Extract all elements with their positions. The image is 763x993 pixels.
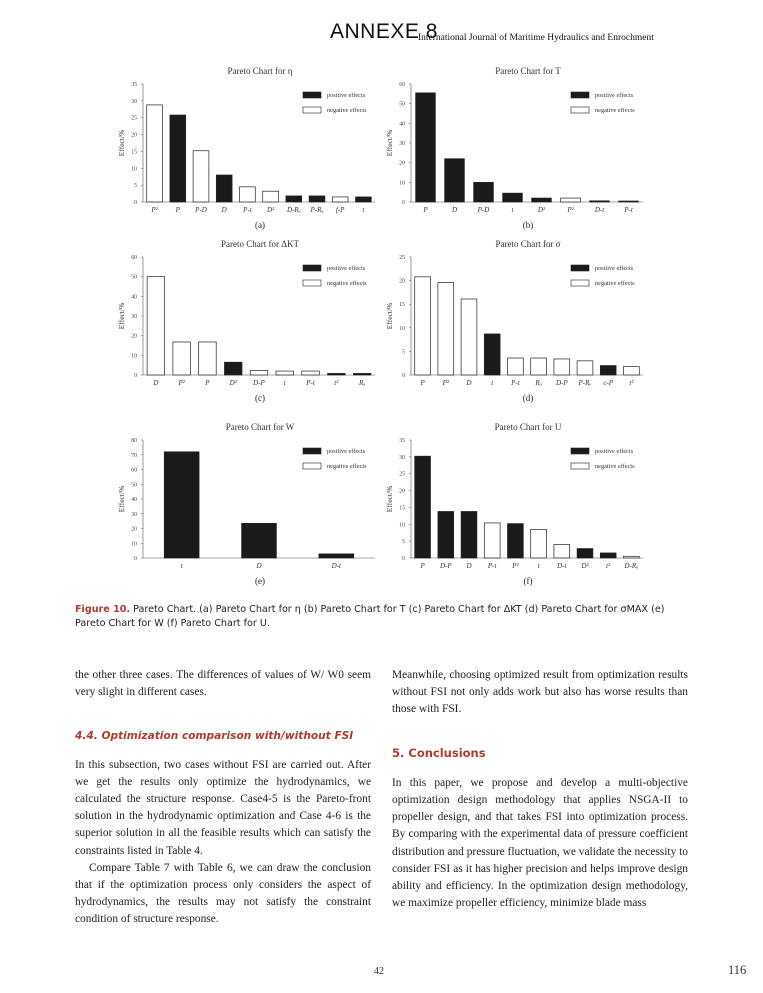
x-tick-label: D² [229,379,237,387]
y-tick-label: 30 [131,314,137,320]
x-tick-label: D² [581,562,589,570]
x-tick-label: t [537,562,540,570]
x-tick-label: t² [334,379,339,387]
bar [193,151,209,202]
legend-positive-label: positive effects [595,265,634,272]
legend-positive-label: positive effects [327,92,366,99]
y-axis-label: Effect/% [385,302,394,330]
right-paragraph-0: Meanwhile, choosing optimized result from optimization results without FSI not only adds work but also has worse results than those with FSI. [392,669,688,716]
bar [461,511,477,558]
legend-swatch-negative [303,280,321,286]
left-paragraph-0: the other three cases. The differences of values of W/ W0 seem very slight in different cases. [75,669,371,699]
y-tick-label: 80 [131,438,137,444]
x-tick-label: t [511,206,514,214]
y-tick-label: 0 [134,200,137,206]
y-axis-label: Effect/% [385,485,394,513]
section-heading-4-4: 4.4. Optimization comparison with/without FSI [75,730,354,743]
legend-negative-label: negative effects [327,463,367,470]
chart-title: Pareto Chart for W [225,422,295,432]
bar [147,105,163,202]
chart-svg [115,62,385,237]
bar [577,549,593,558]
x-tick-label: P [175,206,180,214]
bar [445,159,465,202]
bar [532,198,552,202]
journal-page-number: 42 [374,966,384,977]
y-tick-label: 5 [402,539,405,546]
bar [590,201,610,202]
x-tick-label: P [420,379,425,387]
x-tick-label: D-P [555,379,568,387]
x-tick-label: t [180,562,183,570]
x-tick-label: D [153,379,159,387]
x-tick-label: t [362,206,365,214]
y-tick-label: 25 [399,255,405,261]
y-tick-label: 10 [131,166,137,173]
bar [250,370,268,375]
x-tick-label: D-P [439,562,452,570]
bar [531,358,547,375]
legend-positive-label: positive effects [595,448,634,455]
bar [147,277,165,375]
y-tick-label: 10 [399,180,405,187]
bar [309,196,325,202]
x-tick-label: D² [537,206,546,214]
chart-sublabel: (b) [522,220,534,230]
y-tick-label: 60 [131,255,137,261]
bar [438,511,454,558]
chart-sublabel: (c) [255,393,265,403]
bar [328,373,346,375]
bar [356,197,372,202]
chart-title: Pareto Chart for ΔKT [220,239,300,249]
legend-swatch-negative [571,107,589,113]
bar [242,523,277,558]
section-heading-5: 5. Conclusions [392,745,486,760]
chart-svg [383,235,653,410]
legend-swatch-negative [571,280,589,286]
chart-title: Pareto Chart for T [495,66,561,76]
y-tick-label: 35 [131,82,137,88]
right-column [392,667,688,912]
y-tick-label: 10 [399,325,405,332]
bar [353,373,371,375]
y-tick-label: 5 [402,349,405,356]
y-tick-label: 20 [399,278,405,285]
x-tick-label: P² [567,206,574,214]
bar [503,193,523,202]
legend-swatch-positive [303,448,321,454]
bar [474,182,494,202]
bar [461,299,477,375]
y-tick-label: 25 [399,471,405,478]
x-tick-label: P [205,379,210,387]
chart-svg [115,418,385,593]
y-tick-label: 0 [402,373,405,379]
legend-swatch-negative [571,463,589,469]
x-tick-label: Rₐ [358,379,366,387]
bar [484,523,500,558]
y-tick-label: 0 [134,373,137,379]
bar [286,196,302,202]
caption-text: Pareto Chart. (a) Pareto Chart for η (b) Pareto Chart for T (c) Pareto Chart for ΔKT (d) Pareto Chart for σMAX (e) Pareto Chart for W (f) Pareto Chart for U. [75,604,665,629]
caption-label: Figure 10. [75,604,131,615]
x-tick-label: D [466,562,472,570]
chart-sublabel: (e) [255,576,265,586]
legend-swatch-positive [571,265,589,271]
y-tick-label: 10 [131,541,137,548]
bar [276,371,294,375]
x-tick-label: D-Rₐ [624,562,639,570]
x-tick-label: D-t [331,562,342,570]
legend-negative-label: negative effects [327,107,367,114]
y-tick-label: 70 [131,452,137,459]
bar [170,115,186,202]
journal-header: International Journal of Maritime Hydraulics and Enrochment [418,33,654,43]
y-tick-label: 0 [402,556,405,562]
y-tick-label: 60 [399,82,405,88]
bar [508,358,524,375]
y-tick-label: 20 [131,132,137,139]
x-tick-label: P² [512,562,519,570]
x-tick-label: P-D [195,206,207,214]
x-tick-label: P² [442,379,449,387]
chart-svg [383,62,653,237]
bar [508,524,524,558]
chart-c [115,235,385,410]
bar [484,334,500,375]
x-tick-label: P-Rₐ [578,379,592,387]
chart-title: Pareto Chart for U [494,422,562,432]
x-tick-label: P [420,562,425,570]
y-tick-label: 0 [134,556,137,562]
y-tick-label: 20 [131,526,137,533]
annexe-title: ANNEXE 8 [330,20,438,43]
x-tick-label: D-t [557,562,567,570]
y-tick-label: 30 [131,98,137,105]
x-tick-label: t [491,379,494,387]
legend-swatch-positive [571,448,589,454]
bar [415,456,431,558]
y-tick-label: 20 [131,333,137,340]
y-axis-label: Effect/% [117,302,126,330]
figure-caption [75,603,690,631]
y-tick-label: 5 [134,183,137,190]
x-tick-label: P-t [243,206,252,214]
right-paragraph-1: In this paper, we propose and develop a multi-objective optimization design methodology that applies NSGA-II to propeller design, and that takes FSI into optimization process. By comparing with the experimental data of pressure coefficient distribution and pressure fluctuation, we validate the necessity to consider FSI as it has higher precision and helps improve design ability and efficiency. In the optimization design methodology, we maximize propeller efficiency, minimize blade mass [392,776,688,910]
y-tick-label: 10 [131,353,137,360]
bar [164,452,199,558]
x-tick-label: P-t [624,206,633,214]
x-tick-label: f-P [335,206,345,214]
x-tick-label: D [221,206,227,214]
x-tick-label: D [466,379,472,387]
y-tick-label: 0 [402,200,405,206]
chart-svg [115,235,385,410]
x-tick-label: P [423,206,428,214]
chart-sublabel: (d) [522,393,534,403]
y-tick-label: 40 [131,497,137,503]
chart-f [383,418,653,593]
x-tick-label: P-t [306,379,315,387]
bar [600,366,616,375]
y-axis-label: Effect/% [385,129,394,157]
bar [577,361,593,375]
x-tick-label: c-P [603,379,614,387]
y-tick-label: 40 [399,121,405,128]
legend-negative-label: negative effects [327,280,367,287]
left-column [75,667,371,929]
x-tick-label: D² [267,206,275,214]
bar [619,201,639,202]
legend-swatch-positive [303,92,321,98]
x-tick-label: D-t [594,206,605,214]
y-tick-label: 30 [399,141,405,147]
y-tick-label: 15 [399,505,405,512]
x-tick-label: D-Rₐ [286,206,301,214]
y-tick-label: 50 [131,482,137,489]
legend-swatch-negative [303,463,321,469]
x-tick-label: t² [606,562,611,570]
y-tick-label: 30 [399,454,405,461]
bar [199,342,217,375]
y-tick-label: 15 [399,302,405,309]
bar [319,554,354,558]
y-tick-label: 35 [399,438,405,444]
bar [216,175,232,202]
legend-positive-label: positive effects [595,92,634,99]
y-axis-label: Effect/% [117,129,126,157]
chart-sublabel: (a) [255,220,265,230]
y-tick-label: 40 [131,294,137,301]
bar [415,277,431,375]
bar [624,556,640,558]
legend-swatch-positive [303,265,321,271]
chart-title: Pareto Chart for σ [495,239,561,249]
chart-a [115,62,385,237]
chart-e [115,418,385,593]
y-tick-label: 25 [131,115,137,122]
x-tick-label: P-t [487,562,497,570]
bar [531,529,547,558]
x-tick-label: D [451,206,458,214]
annex-page-number: 116 [728,963,747,977]
bar [173,342,191,375]
x-tick-label: P² [178,379,185,387]
chart-b [383,62,653,237]
bar [624,367,640,375]
bar [416,93,436,202]
chart-d [383,235,653,410]
bar [438,282,454,375]
legend-swatch-positive [571,92,589,98]
x-tick-label: t² [629,379,634,387]
legend-negative-label: negative effects [595,107,635,114]
x-tick-label: Rₐ [535,379,542,387]
y-tick-label: 15 [131,149,137,156]
y-tick-label: 20 [399,488,405,495]
x-tick-label: D [256,562,262,570]
bar [554,545,570,558]
y-tick-label: 60 [131,467,137,474]
bar [554,359,570,375]
legend-swatch-negative [303,107,321,113]
y-axis-label: Effect/% [117,485,126,513]
bar [263,191,279,202]
y-tick-label: 50 [131,274,137,281]
y-tick-label: 10 [399,522,405,529]
chart-title: Pareto Chart for η [227,66,293,76]
x-tick-label: P² [151,206,158,214]
bar [240,187,256,202]
legend-negative-label: negative effects [595,280,635,287]
bar [302,371,320,375]
y-tick-label: 30 [131,511,137,518]
bar [561,198,581,202]
chart-svg [383,418,653,593]
bar [224,362,242,375]
legend-negative-label: negative effects [595,463,635,470]
left-paragraph-2: Compare Table 7 with Table 6, we can draw the conclusion that if the optimization process only considers the aspect of hydrodynamics, the results may not satisfy the constraint condition of structure response. [75,861,371,926]
bar [332,197,348,202]
y-tick-label: 50 [399,101,405,108]
x-tick-label: P-Rₐ [310,206,324,214]
y-tick-label: 20 [399,160,405,167]
x-tick-label: t [283,379,286,387]
bar [600,553,616,558]
legend-positive-label: positive effects [327,448,366,455]
x-tick-label: P-t [511,379,520,387]
left-paragraph-1: In this subsection, two cases without FSI are carried out. After we get the results only optimize the hydrodynamics, we calculated the structure response. Case4-5 is the Pareto-front solution in the hydrodynamic optimization and Case 4-6 is the superior solution in all the feasible results which can satisfy the constraints listed in Table 4. [75,758,371,857]
chart-sublabel: (f) [523,576,533,586]
x-tick-label: D-P [253,379,265,387]
legend-positive-label: positive effects [327,265,366,272]
x-tick-label: P-D [477,206,490,214]
